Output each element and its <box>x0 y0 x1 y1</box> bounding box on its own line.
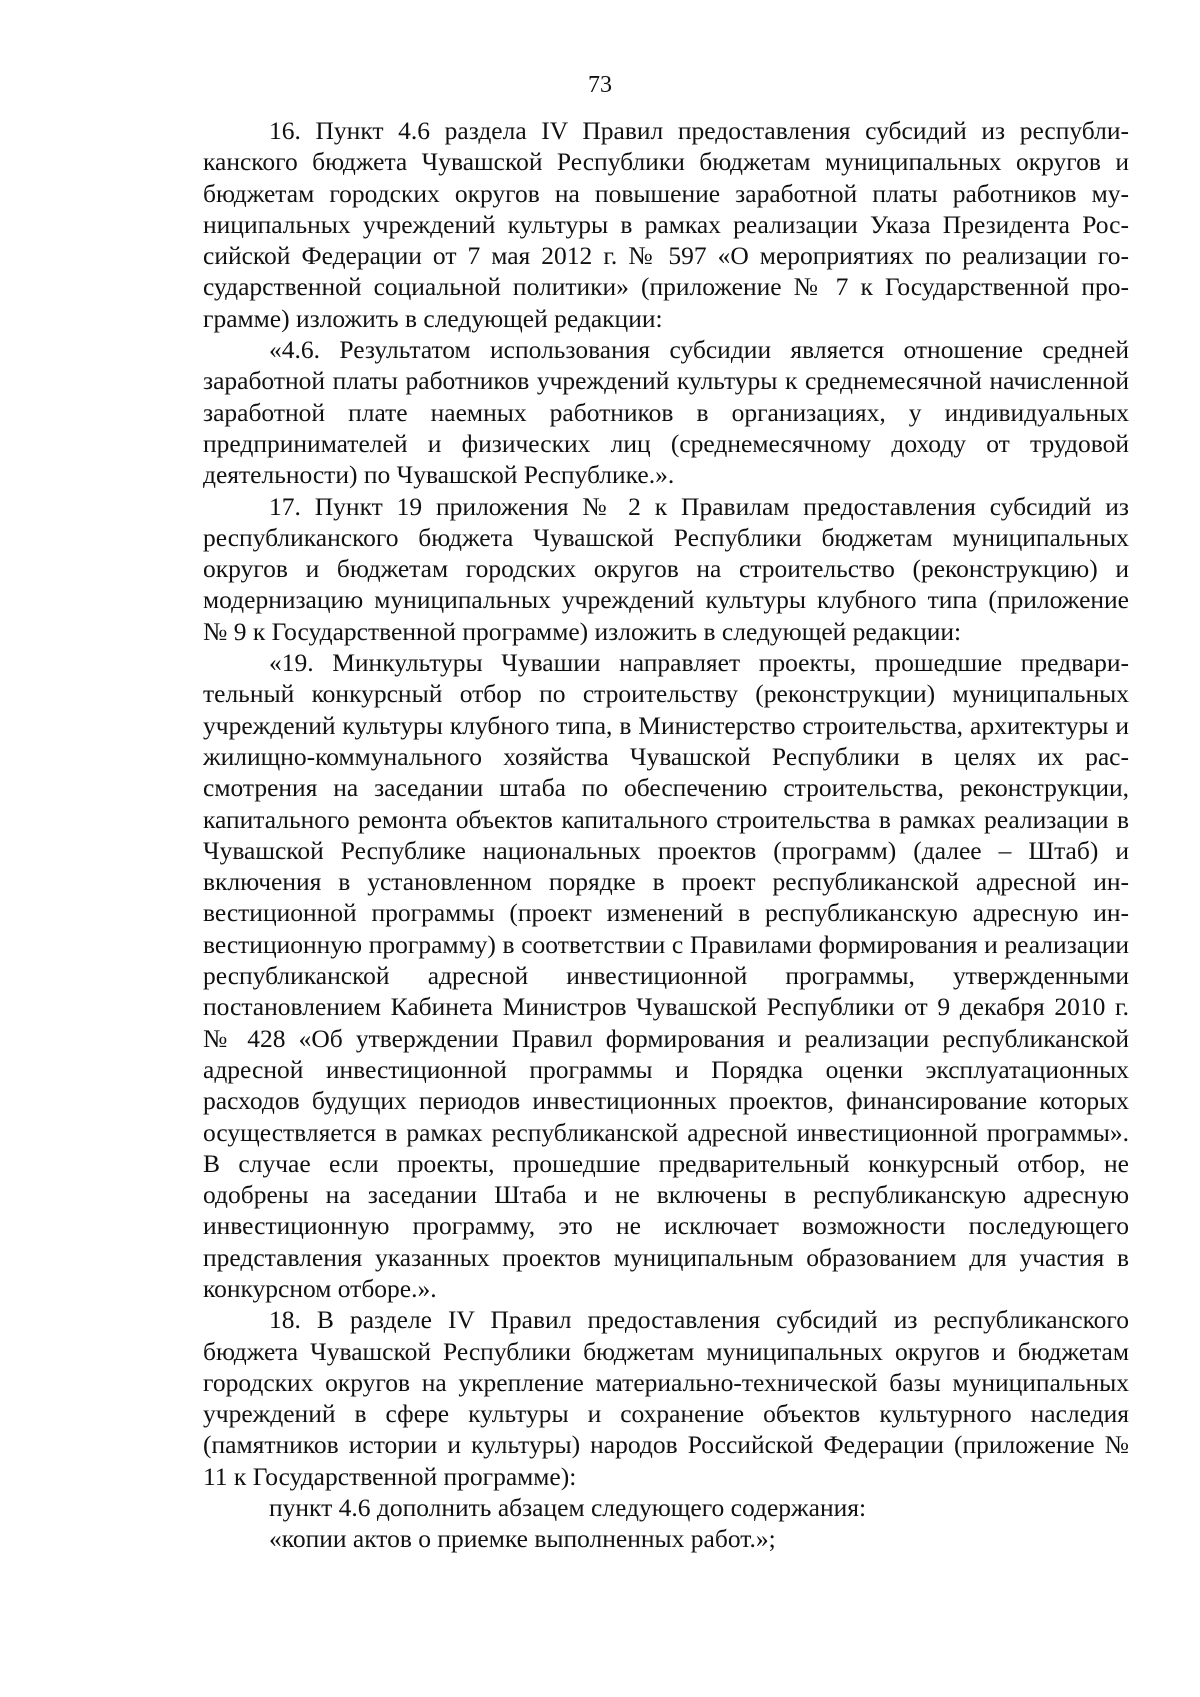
document-body <box>203 115 1129 1555</box>
paragraph-18: 18. В разделе IV Правил предоставления субсидий из республиканского бюджета Чувашской Республики бюджетам муниципальных округов и бюджетам городских округов на укрепление материально-технической базы муниципальных учреждений в сфере культуры и сохранение объектов культурного наследия (памятников истории и культуры) народов Российской Федерации (приложение № 11 к Государственной программе): <box>203 1305 1129 1491</box>
paragraph-16: 16. Пункт 4.6 раздела IV Правил предоставления субсидий из республиканского бюджета Чувашской Республики бюджетам муниципальных округов и бюджетам городских округов на повышение заработной платы работников муниципальных учреждений культуры в рамках реализации Указа Президента Российской Федерации от 7 мая 2012 г. № 597 «О мероприятиях по реализации государственной социальной политики» (приложение № 7 к Государственной программе) изложить в следующей редакции: <box>203 116 1129 333</box>
paragraph-4-6-addition: пункт 4.6 дополнить абзацем следующего содержания: <box>269 1493 867 1523</box>
paragraph-19-text: «19. Минкультуры Чувашии направляет проекты, прошедшие предварительный конкурсный отбор по строительству (реконструкции) муниципальных учреждений культуры клубного типа, в Министерство строительства, архитектуры и жилищно-коммунального хозяйства Чувашской Республики в целях их рассмотрения на заседании штаба по обеспечению строительства, реконструкции, капитального ремонта объектов капитального строительства в рамках реализации в Чувашской Республике национальных проектов (программ) (далее – Штаб) и включения в установленном порядке в проект республиканской адресной инвестиционной программы (проект изменений в республиканскую адресную инвестиционную программу) в соответствии с Правилами формирования и реализации республиканской адресной инвестиционной программы, утвержденными постановлением Кабинета Министров Чувашской Республики от 9 декабря 2010 г. № 428 «Об утверждении Правил формирования и реализации республиканской адресной инвестиционной программы и Порядка оценки эксплуатационных расходов будущих периодов инвестиционных проектов, финансирование которых осуществляется в рамках республиканской адресной инвестиционной программы». В случае если проекты, прошедшие предварительный конкурсный отбор, не одобрены на заседании Штаба и не включены в республиканскую адресную инвестиционную программу, это не исключает возможности последующего представления указанных проектов муниципальным образованием для участия в конкурсном отборе.». <box>203 648 1129 1303</box>
paragraph-4-6-text: «4.6. Результатом использования субсидии является отношение средней заработной платы работников учреждений культуры к среднемесячной начисленной заработной плате наемных работников в организациях, у индивидуальных предпринимателей и физических лиц (среднемесячному доходу от трудовой деятельности) по Чувашской Республике.». <box>203 335 1129 490</box>
paragraph-17: 17. Пункт 19 приложения № 2 к Правилам предоставления субсидий из республиканского бюджета Чувашской Республики бюджетам муниципальных округов и бюджетам городских округов на строительство (реконструкцию) и модернизацию муниципальных учреждений культуры клубного типа (приложение № 9 к Государственной программе) изложить в следующей редакции: <box>203 491 1129 646</box>
page-number: 73 <box>588 72 612 98</box>
paragraph-addition-text: «копии актов о приемке выполненных работ.»; <box>269 1524 776 1554</box>
